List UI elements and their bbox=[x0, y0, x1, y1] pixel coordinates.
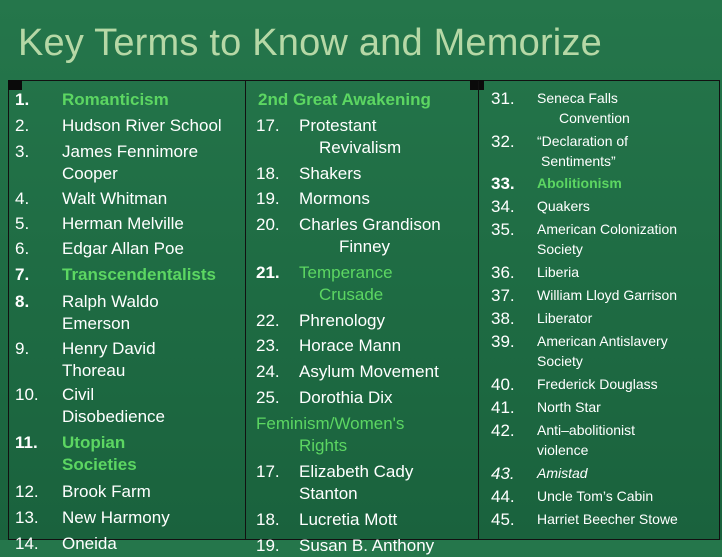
term-label: Temperance bbox=[299, 263, 393, 282]
term-number: 18. bbox=[256, 510, 280, 529]
term-label: Anti–abolitionist bbox=[537, 422, 636, 438]
term-number: 4. bbox=[15, 189, 30, 208]
term-label: Amistad bbox=[537, 465, 588, 481]
term-label-cont: Sentiments” bbox=[541, 153, 616, 169]
term-label: Lucretia Mott bbox=[299, 510, 398, 529]
term-label-cont: Thoreau bbox=[62, 361, 126, 380]
term-label: Liberator bbox=[537, 310, 593, 326]
term-number: 42. bbox=[491, 421, 515, 440]
term-number: 25. bbox=[256, 388, 280, 407]
term-label: Phrenology bbox=[299, 311, 386, 330]
term-number: 45. bbox=[491, 510, 515, 529]
term-number: 5. bbox=[15, 214, 30, 233]
term-label-cont: Disobedience bbox=[62, 407, 166, 426]
term-number: 17. bbox=[256, 462, 280, 481]
term-number: 36. bbox=[491, 263, 515, 282]
term-number: 44. bbox=[491, 487, 515, 506]
term-label-cont: Society bbox=[537, 353, 583, 369]
term-label: Protestant bbox=[299, 116, 377, 135]
term-label: Seneca Falls bbox=[537, 90, 618, 106]
term-number: 19. bbox=[256, 189, 280, 208]
term-label: Uncle Tom’s Cabin bbox=[537, 488, 654, 504]
term-label: Oneida bbox=[62, 534, 117, 553]
term-label: Brook Farm bbox=[62, 482, 151, 501]
term-label: Walt Whitman bbox=[62, 189, 168, 208]
term-label: “Declaration of bbox=[537, 133, 629, 149]
term-label: American Colonization bbox=[537, 221, 678, 237]
term-label: Harriet Beecher Stowe bbox=[537, 511, 678, 527]
term-number: 14. bbox=[15, 534, 39, 553]
term-label: Shakers bbox=[299, 164, 362, 183]
term-label: Horace Mann bbox=[299, 336, 402, 355]
term-label: North Star bbox=[537, 399, 601, 415]
term-label: Utopian bbox=[62, 433, 126, 452]
term-label: Quakers bbox=[537, 198, 590, 214]
column-3 bbox=[478, 81, 722, 539]
term-number: 20. bbox=[256, 215, 280, 234]
term-label-cont: Societies bbox=[62, 455, 137, 474]
term-number: 10. bbox=[15, 385, 39, 404]
term-number: 43. bbox=[491, 464, 515, 483]
term-label: Elizabeth Cady bbox=[299, 462, 414, 481]
term-number: 9. bbox=[15, 339, 30, 358]
term-number: 12. bbox=[15, 482, 39, 501]
term-label: Ralph Waldo bbox=[62, 292, 159, 311]
term-label: Henry David bbox=[62, 339, 156, 358]
term-label: Liberia bbox=[537, 264, 580, 280]
term-number: 32. bbox=[491, 132, 515, 151]
term-number: 34. bbox=[491, 197, 515, 216]
terms-table bbox=[8, 80, 720, 555]
term-number: 19. bbox=[256, 536, 280, 555]
term-number: 37. bbox=[491, 286, 515, 305]
term-number: 33. bbox=[491, 174, 515, 193]
term-number: 3. bbox=[15, 142, 30, 161]
term-number: 24. bbox=[256, 362, 280, 381]
term-number: 18. bbox=[256, 164, 280, 183]
term-number: 2. bbox=[15, 116, 30, 135]
term-label: Asylum Movement bbox=[299, 362, 439, 381]
term-label: Edgar Allan Poe bbox=[62, 239, 184, 258]
term-label: Hudson River School bbox=[62, 116, 222, 135]
term-label: Mormons bbox=[299, 189, 370, 208]
term-number: 17. bbox=[256, 116, 280, 135]
term-number: 23. bbox=[256, 336, 280, 355]
term-label: Dorothia Dix bbox=[299, 388, 393, 407]
term-number: 31. bbox=[491, 89, 515, 108]
term-number: 13. bbox=[15, 508, 39, 527]
term-label: American Antislavery bbox=[537, 333, 668, 349]
section-heading-label-cont: Rights bbox=[299, 436, 348, 455]
term-number: 6. bbox=[15, 239, 30, 258]
term-label-cont: Convention bbox=[559, 110, 630, 126]
term-label: William Lloyd Garrison bbox=[537, 287, 678, 303]
term-number: 38. bbox=[491, 309, 515, 328]
term-label-cont: Emerson bbox=[62, 314, 131, 333]
term-label: James Fennimore bbox=[62, 142, 199, 161]
term-label: New Harmony bbox=[62, 508, 170, 527]
column-1 bbox=[9, 81, 245, 553]
term-label: Frederick Douglass bbox=[537, 376, 658, 392]
term-label-cont: Stanton bbox=[299, 484, 358, 503]
term-label: Abolitionism bbox=[537, 175, 622, 191]
term-label: Romanticism bbox=[62, 90, 169, 109]
term-number: 11. bbox=[15, 433, 38, 452]
term-number: 35. bbox=[491, 220, 515, 239]
term-label-cont: violence bbox=[537, 442, 589, 458]
term-label-cont: Society bbox=[537, 241, 583, 257]
term-number: 1. bbox=[15, 90, 30, 109]
section-heading-label: Feminism/Women's bbox=[256, 414, 405, 433]
term-number: 39. bbox=[491, 332, 515, 351]
term-number: 41. bbox=[491, 398, 515, 417]
term-number: 40. bbox=[491, 375, 515, 394]
term-label: Civil bbox=[62, 385, 95, 404]
column-2 bbox=[245, 81, 479, 555]
term-number: 8. bbox=[15, 292, 30, 311]
term-label: Transcendentalists bbox=[62, 265, 217, 284]
term-number: 22. bbox=[256, 311, 280, 330]
term-label: Herman Melville bbox=[62, 214, 184, 233]
term-label-cont: Revivalism bbox=[319, 138, 402, 157]
term-label-cont: Crusade bbox=[319, 285, 384, 304]
term-label-cont: Finney bbox=[339, 237, 391, 256]
term-number: 21. bbox=[256, 263, 280, 282]
term-label: Susan B. Anthony bbox=[299, 536, 435, 555]
term-number: 7. bbox=[15, 265, 30, 284]
term-label: Charles Grandison bbox=[299, 215, 441, 234]
slide-title: Key Terms to Know and Memorize bbox=[18, 22, 602, 64]
section-heading-label: 2nd Great Awakening bbox=[258, 90, 431, 109]
term-label-cont: Cooper bbox=[62, 164, 118, 183]
